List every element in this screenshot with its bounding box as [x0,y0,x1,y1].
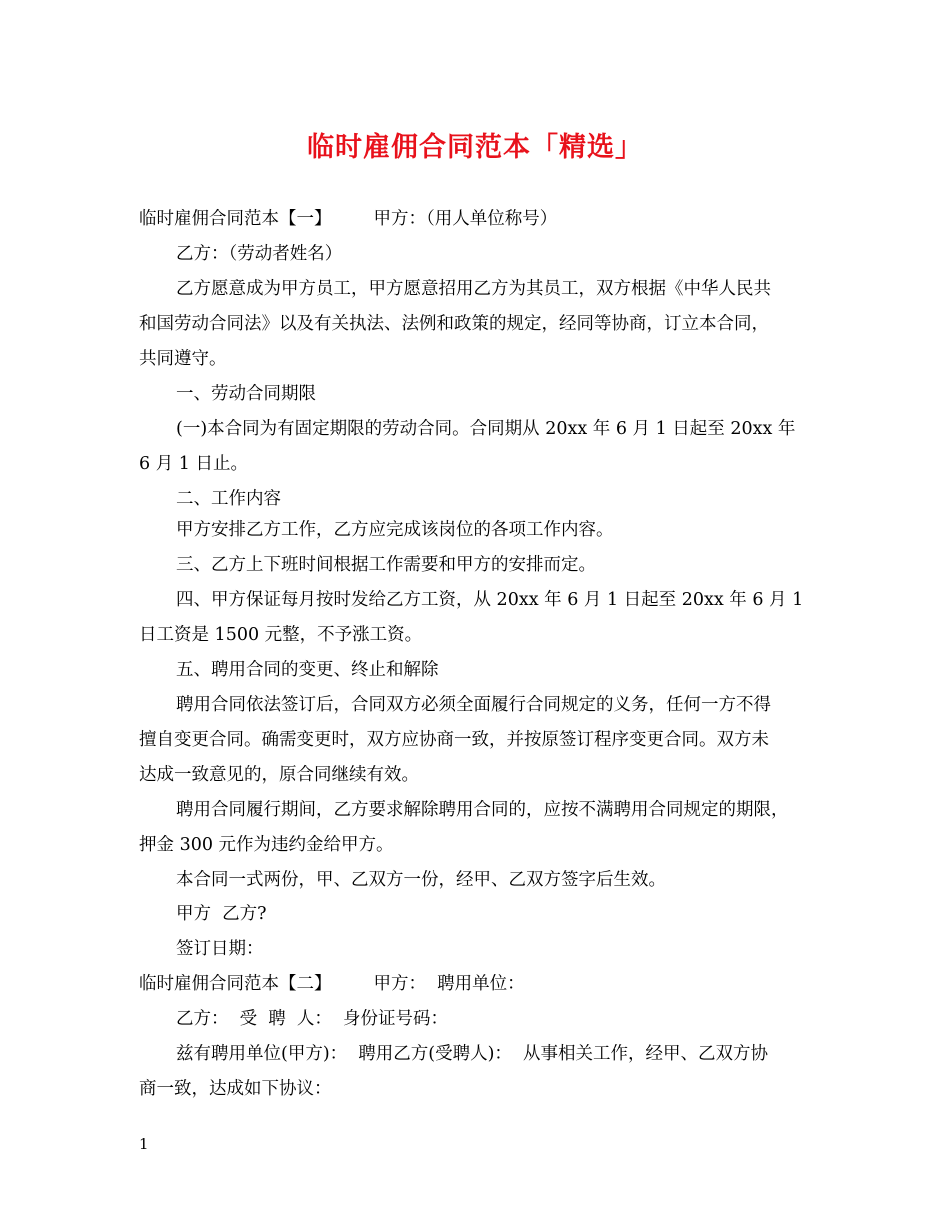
paragraph-line: 押金 300 元作为违约金给甲方。 [139,835,394,855]
paragraph-line: 共同遵守。 [139,349,227,369]
paragraph-line: 6 月 1 日止。 [139,454,248,474]
paragraph-line: 聘用合同履行期间，乙方要求解除聘用合同的，应按不满聘用合同规定的期限， [176,800,789,820]
paragraph-line: 擅自变更合同。确需变更时，双方应协商一致，并按原签订程序变更合同。双方未 [139,730,769,750]
paragraph-line: 兹有聘用单位(甲方)： 聘用乙方(受聘人)： 从事相关工作，经甲、乙双方协 [176,1044,769,1064]
party-b-field: 乙方：（劳动者姓名） [176,244,343,264]
party-b-field: 乙方： 受 聘 人： 身份证号码： [176,1009,449,1029]
clause-heading: 四、甲方保证每月按时发给乙方工资，从 20xx 年 6 月 1 日起至 20xx 年 6 月 1 [176,590,804,610]
paragraph-line: 商一致，达成如下协议： [139,1079,332,1099]
party-a-field: 甲方： 聘用单位： [373,974,525,994]
section-two-heading: 临时雇佣合同范本【二】 [139,974,332,994]
section-one-heading-line [139,207,557,231]
signing-date: 签订日期： [176,939,264,959]
section-one-heading: 临时雇佣合同范本【一】 [139,209,332,229]
signature-parties: 甲方 乙方? [176,904,267,924]
paragraph-line: 达成一致意见的，原合同继续有效。 [139,765,419,785]
paragraph-line: 聘用合同依法签订后，合同双方必须全面履行合同规定的义务，任何一方不得 [176,695,771,715]
clause-heading: 一、劳动合同期限 [176,384,316,404]
paragraph-line: 本合同一式两份，甲、乙双方一份，经甲、乙双方签字后生效。 [176,870,666,890]
paragraph-line: (一)本合同为有固定期限的劳动合同。合同期从 20xx 年 6 月 1 日起至 20xx 年 [176,419,796,439]
paragraph-line: 甲方安排乙方工作，乙方应完成该岗位的各项工作内容。 [176,520,614,540]
section-two-heading-line [139,972,525,996]
party-a-field: 甲方：（用人单位称号） [373,209,558,229]
clause-heading: 二、工作内容 [176,489,281,509]
paragraph-line: 日工资是 1500 元整，不予涨工资。 [139,625,423,645]
clause-heading: 三、乙方上下班时间根据工作需要和甲方的安排而定。 [176,555,596,575]
page-number: 1 [139,1135,149,1153]
paragraph-line: 和国劳动合同法》以及有关执法、法例和政策的规定，经同等协商，订立本合同， [139,314,769,334]
document-title: 临时雇佣合同范本「精选」 [307,132,643,163]
clause-heading: 五、聘用合同的变更、终止和解除 [176,660,439,680]
paragraph-line: 乙方愿意成为甲方员工，甲方愿意招用乙方为其员工，双方根据《中华人民共 [176,279,771,299]
